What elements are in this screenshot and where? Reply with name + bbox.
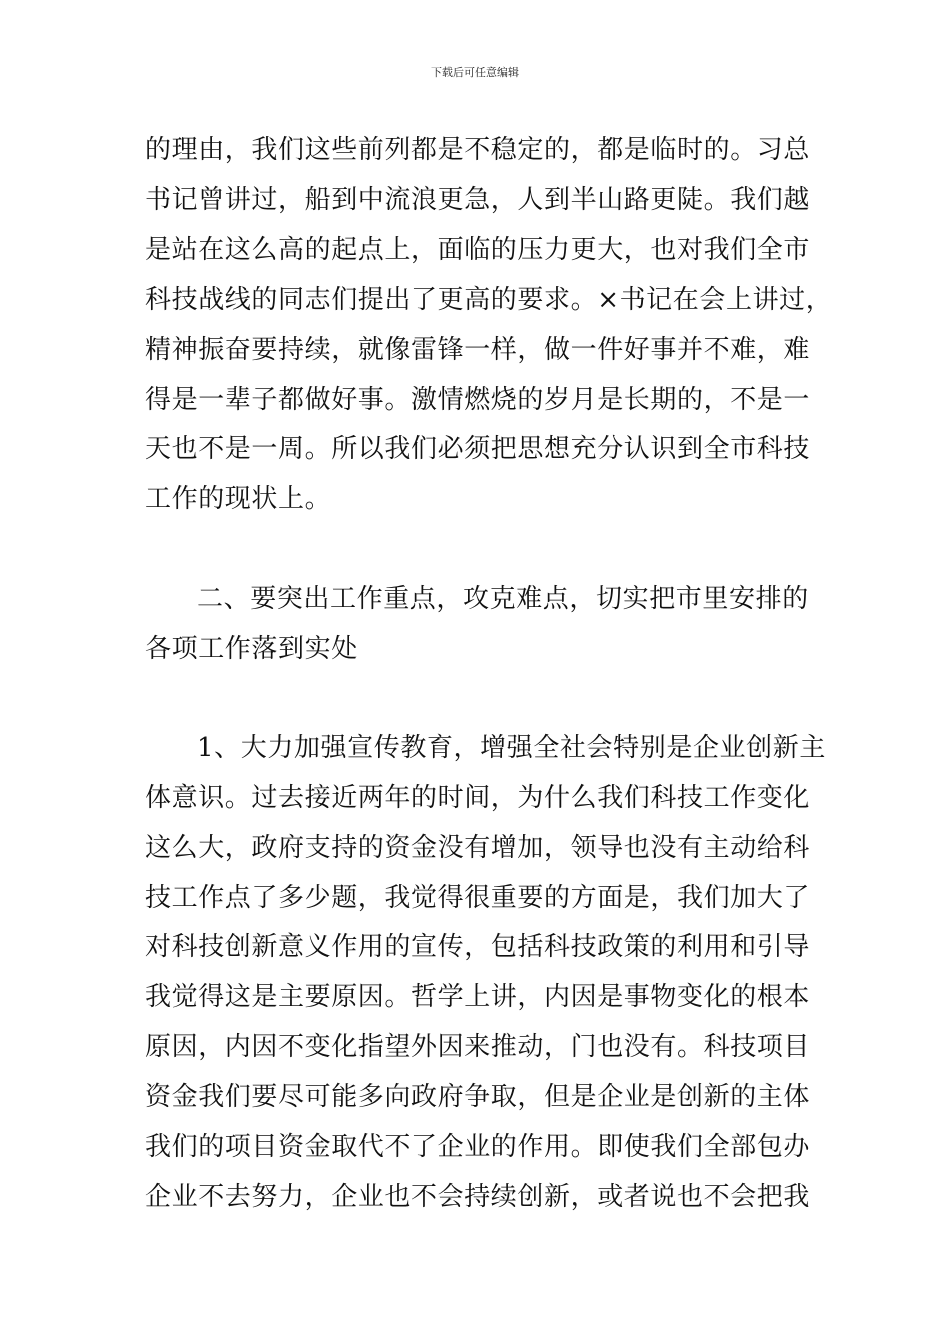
text-line: 1、大力加强宣传教育，增强全社会特别是企业创新主: [197, 733, 826, 763]
text-line: 对科技创新意义作用的宣传，包括科技政策的利用和引导: [145, 932, 811, 962]
text-line: 我们的项目资金取代不了企业的作用。即使我们全部包办: [145, 1132, 811, 1162]
text-line: 书记曾讲过，船到中流浪更急，人到半山路更陡。我们越: [145, 185, 811, 215]
text-line: 技工作点了多少题，我觉得很重要的方面是，我们加大了: [145, 883, 811, 913]
text-line: 资金我们要尽可能多向政府争取，但是企业是创新的主体: [145, 1082, 811, 1112]
section-heading-line: 二、要突出工作重点，攻克难点，切实把市里安排的: [197, 584, 809, 614]
text-line: 科技战线的同志们提出了更高的要求。×书记在会上讲过，: [145, 285, 833, 315]
text-line: 得是一辈子都做好事。激情燃烧的岁月是长期的，不是一: [145, 385, 811, 415]
text-line: 精神振奋要持续，就像雷锋一样，做一件好事并不难，难: [145, 335, 811, 365]
download-note: 下载后可任意编辑: [431, 66, 519, 79]
text-line: 我觉得这是主要原因。哲学上讲，内因是事物变化的根本: [145, 982, 811, 1012]
text-line: 的理由，我们这些前列都是不稳定的，都是临时的。习总: [145, 135, 811, 165]
text-line: 是站在这么高的起点上，面临的压力更大，也对我们全市: [145, 235, 811, 265]
text-line: 企业不去努力，企业也不会持续创新，或者说也不会把我: [145, 1182, 811, 1212]
text-line: 工作的现状上。: [145, 484, 332, 514]
section-heading-line: 各项工作落到实处: [145, 634, 358, 664]
text-line: 这么大，政府支持的资金没有增加，领导也没有主动给科: [145, 833, 811, 863]
text-line: 天也不是一周。所以我们必须把思想充分认识到全市科技: [145, 434, 811, 464]
text-line: 原因，内因不变化指望外因来推动，门也没有。科技项目: [145, 1032, 811, 1062]
text-line: 体意识。过去接近两年的时间，为什么我们科技工作变化: [145, 783, 811, 813]
